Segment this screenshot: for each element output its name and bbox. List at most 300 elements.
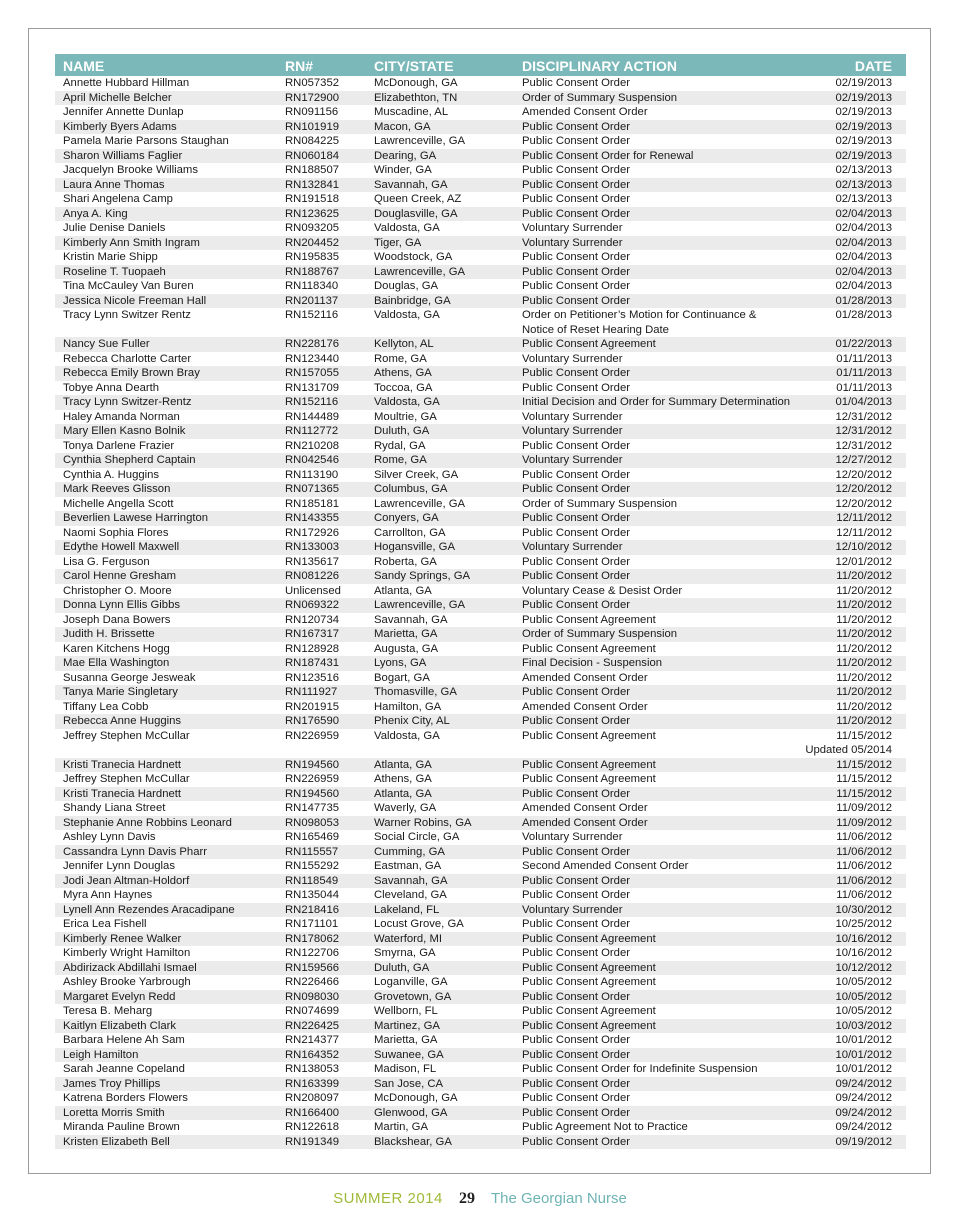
action-date xyxy=(835,932,892,947)
date-line: 12/20/2012 xyxy=(835,497,892,510)
nurse-name: Laura Anne Thomas xyxy=(63,178,165,191)
disciplinary-action xyxy=(522,540,622,555)
city-state: Athens, GA xyxy=(374,367,432,379)
table-row xyxy=(55,105,906,120)
action-date xyxy=(835,439,892,454)
disciplinary-action xyxy=(522,569,630,584)
nurse-name: Tracy Lynn Switzer-Rentz xyxy=(63,396,192,408)
city-state: Lawrenceville, GA xyxy=(374,135,466,147)
rn-number: RN113190 xyxy=(285,468,339,481)
action-line: Public Consent Order xyxy=(522,874,630,887)
rn-number: RN131709 xyxy=(285,381,340,394)
city-state: Suwanee, GA xyxy=(374,1048,444,1061)
disciplinary-table xyxy=(55,54,906,1149)
nurse-name: Kimberly Byers Adams xyxy=(63,120,177,133)
city-state: Glenwood, GA xyxy=(374,1106,448,1119)
table-row xyxy=(55,236,906,251)
city-state: Warner Robins, GA xyxy=(374,816,472,829)
table-row xyxy=(55,526,906,541)
disciplinary-action xyxy=(522,1120,688,1135)
disciplinary-action xyxy=(522,656,662,671)
nurse-name: Rebecca Charlotte Carter xyxy=(63,352,192,365)
action-line: Public Consent Order xyxy=(522,555,630,568)
action-date xyxy=(836,845,892,860)
nurse-name: Sharon Williams Faglier xyxy=(63,149,183,162)
action-date xyxy=(836,598,892,613)
action-line: Amended Consent Order xyxy=(522,106,648,118)
action-line: Order on Petitioner’s Motion for Continuance & xyxy=(522,309,757,321)
action-line: Voluntary Cease & Desist Order xyxy=(522,584,683,597)
table-row xyxy=(55,946,906,961)
city-state: Macon, GA xyxy=(374,120,431,133)
action-date xyxy=(836,627,892,642)
table-row xyxy=(55,700,906,715)
action-line: Voluntary Surrender xyxy=(522,222,623,234)
action-date xyxy=(835,497,892,512)
table-row xyxy=(55,540,906,555)
date-line: 02/19/2013 xyxy=(835,77,892,89)
table-row xyxy=(55,149,906,164)
disciplinary-action xyxy=(522,76,630,91)
nurse-name: Shari Angelena Camp xyxy=(63,193,173,205)
disciplinary-action xyxy=(522,758,656,773)
disciplinary-action xyxy=(522,1033,630,1048)
nurse-name: Ashley Lynn Davis xyxy=(63,831,156,843)
table-row xyxy=(55,830,906,845)
table-row xyxy=(55,424,906,439)
date-line: 11/06/2012 xyxy=(836,874,892,887)
nurse-name: Jodi Jean Altman-Holdorf xyxy=(63,874,190,887)
action-line: Order of Summary Suspension xyxy=(522,497,678,510)
disciplinary-action xyxy=(522,1004,656,1019)
table-row xyxy=(55,250,906,265)
action-date xyxy=(835,917,892,932)
nurse-name: Lisa G. Ferguson xyxy=(63,555,150,568)
table-row xyxy=(55,366,906,381)
disciplinary-action xyxy=(522,975,656,990)
nurse-name: Myra Ann Haynes xyxy=(63,889,153,901)
city-state: Waterford, MI xyxy=(374,932,443,945)
nurse-name: Kimberly Ann Smith Ingram xyxy=(63,236,200,249)
rn-number: Unlicensed xyxy=(285,584,341,597)
table-row xyxy=(55,134,906,149)
action-date xyxy=(836,642,892,657)
nurse-name: Ashley Brooke Yarbrough xyxy=(63,976,191,988)
date-line: 09/24/2012 xyxy=(835,1077,892,1090)
city-state: Moultrie, GA xyxy=(374,410,437,423)
city-state: Douglasville, GA xyxy=(374,207,458,220)
action-date xyxy=(835,482,892,497)
nurse-name: Anya A. King xyxy=(63,207,128,220)
rn-number: RN210208 xyxy=(285,439,340,452)
nurse-name: Nancy Sue Fuller xyxy=(63,338,150,350)
nurse-name: Pamela Marie Parsons Staughan xyxy=(63,135,229,147)
footer-page-number: 29 xyxy=(459,1190,476,1207)
date-line: 11/20/2012 xyxy=(836,628,892,640)
date-line: 11/20/2012 xyxy=(836,570,892,582)
date-line: 10/03/2012 xyxy=(835,1019,892,1032)
header-action: DISCIPLINARY ACTION xyxy=(522,58,678,74)
nurse-name: Kristen Elizabeth Bell xyxy=(63,1135,170,1148)
disciplinary-action xyxy=(522,816,648,831)
action-line: Public Consent Order xyxy=(522,1048,630,1061)
rn-number: RN171101 xyxy=(285,918,339,930)
action-date xyxy=(835,961,892,976)
table-row xyxy=(55,656,906,671)
disciplinary-action xyxy=(522,598,630,613)
action-line: Public Consent Order xyxy=(522,77,630,89)
action-line: Public Agreement Not to Practice xyxy=(522,1121,688,1133)
city-state: Elizabethton, TN xyxy=(374,91,458,104)
action-date xyxy=(836,613,892,628)
action-line: Public Consent Agreement xyxy=(522,932,656,945)
city-state: Blackshear, GA xyxy=(374,1135,452,1148)
table-row xyxy=(55,961,906,976)
disciplinary-action xyxy=(522,1077,630,1092)
date-line: 01/28/2013 xyxy=(835,294,892,307)
table-row xyxy=(55,395,906,410)
action-date xyxy=(836,685,892,700)
date-line: 12/01/2012 xyxy=(835,555,892,568)
table-row xyxy=(55,511,906,526)
nurse-name: Naomi Sophia Flores xyxy=(63,526,169,539)
rn-number: RN112772 xyxy=(285,425,339,437)
city-state: Atlanta, GA xyxy=(374,758,432,771)
date-line: 10/12/2012 xyxy=(835,961,892,974)
action-date xyxy=(835,1077,892,1092)
date-line: 11/20/2012 xyxy=(836,657,892,669)
action-line: Public Consent Agreement xyxy=(522,613,656,626)
nurse-name: Jeffrey Stephen McCullar xyxy=(63,773,190,785)
action-date xyxy=(835,192,892,207)
disciplinary-action xyxy=(522,526,630,541)
city-state: Hamilton, GA xyxy=(374,700,442,713)
disciplinary-action xyxy=(522,395,790,410)
city-state: Savannah, GA xyxy=(374,874,448,887)
action-line: Amended Consent Order xyxy=(522,671,648,684)
action-date xyxy=(835,236,892,251)
table-row xyxy=(55,816,906,831)
date-line: 02/13/2013 xyxy=(835,193,892,205)
action-line: Public Consent Order xyxy=(522,1106,630,1119)
nurse-name: Abdirizack Abdillahi Ismael xyxy=(63,961,197,974)
disciplinary-action xyxy=(522,337,656,352)
table-row xyxy=(55,1048,906,1063)
action-line: Public Consent Order xyxy=(522,468,630,481)
nurse-name: Tiffany Lea Cobb xyxy=(63,700,149,713)
disciplinary-action xyxy=(522,279,630,294)
rn-number: RN176590 xyxy=(285,715,340,727)
city-state: Valdosta, GA xyxy=(374,222,440,234)
rn-number: RN093205 xyxy=(285,222,340,234)
city-state: Bainbridge, GA xyxy=(374,294,451,307)
date-line: 12/20/2012 xyxy=(835,468,892,481)
disciplinary-action xyxy=(522,120,630,135)
table-row xyxy=(55,613,906,628)
table-row xyxy=(55,569,906,584)
date-line: 02/04/2013 xyxy=(835,265,892,278)
table-row xyxy=(55,642,906,657)
date-line: 11/20/2012 xyxy=(836,613,892,626)
rn-number: RN135044 xyxy=(285,889,340,901)
action-date xyxy=(836,874,892,889)
rn-number: RN226466 xyxy=(285,976,340,988)
table-row xyxy=(55,120,906,135)
action-line: Voluntary Surrender xyxy=(522,454,623,466)
rn-number: RN188767 xyxy=(285,265,340,278)
action-line: Amended Consent Order xyxy=(522,802,648,814)
rn-number: RN226959 xyxy=(285,729,340,742)
action-date xyxy=(835,1120,892,1135)
nurse-name: Mae Ella Washington xyxy=(63,657,170,669)
rn-number: RN132841 xyxy=(285,178,340,191)
action-line: Public Consent Order xyxy=(522,845,630,858)
date-line: 01/11/2013 xyxy=(836,367,892,379)
date-line: 11/06/2012 xyxy=(836,831,892,843)
date-line: Updated 05/2014 xyxy=(805,744,892,756)
rn-number: RN194560 xyxy=(285,787,340,800)
nurse-name: Kimberly Wright Hamilton xyxy=(63,947,191,959)
action-line: Voluntary Surrender xyxy=(522,352,623,365)
date-line: 02/19/2013 xyxy=(835,120,892,133)
disciplinary-action xyxy=(522,1091,630,1106)
table-row xyxy=(55,729,906,758)
nurse-name: Rebecca Emily Brown Bray xyxy=(63,367,200,379)
action-date xyxy=(835,540,892,555)
date-line: 09/19/2012 xyxy=(835,1135,892,1148)
rn-number: RN122618 xyxy=(285,1121,340,1133)
date-line: 09/24/2012 xyxy=(835,1092,892,1104)
action-date xyxy=(836,569,892,584)
action-line: Public Consent Order xyxy=(522,251,630,263)
disciplinary-action xyxy=(522,903,622,918)
date-line: 01/11/2013 xyxy=(836,352,892,365)
table-row xyxy=(55,1091,906,1106)
action-date xyxy=(836,671,892,686)
city-state: Kellyton, AL xyxy=(374,338,434,350)
nurse-name: Lynell Ann Rezendes Aracadipane xyxy=(63,903,235,916)
action-line: Public Consent Agreement xyxy=(522,1005,656,1017)
table-header xyxy=(55,54,906,76)
date-line: 01/04/2013 xyxy=(835,396,892,408)
date-line: 12/31/2012 xyxy=(835,439,892,452)
date-line: 01/28/2013 xyxy=(835,309,892,321)
page-footer xyxy=(0,1190,960,1208)
nurse-name: Miranda Pauline Brown xyxy=(63,1121,180,1133)
date-line: 02/04/2013 xyxy=(835,207,892,220)
city-state: Social Circle, GA xyxy=(374,831,460,843)
nurse-name: Christopher O. Moore xyxy=(63,584,172,597)
action-line: Public Consent Agreement xyxy=(522,1019,656,1032)
table-row xyxy=(55,308,906,337)
nurse-name: Donna Lynn Ellis Gibbs xyxy=(63,599,181,611)
rn-number: RN147735 xyxy=(285,802,340,814)
date-line: 02/19/2013 xyxy=(835,149,892,162)
action-line: Public Consent Order xyxy=(522,947,630,959)
nurse-name: Jessica Nicole Freeman Hall xyxy=(63,294,207,307)
nurse-name: Julie Denise Daniels xyxy=(63,222,166,234)
nurse-name: April Michelle Belcher xyxy=(63,91,172,104)
action-line: Order of Summary Suspension xyxy=(522,91,678,104)
city-state: Lawrenceville, GA xyxy=(374,497,466,510)
action-line: Initial Decision and Order for Summary Determination xyxy=(522,396,791,408)
date-line: 02/04/2013 xyxy=(835,251,892,263)
table-row xyxy=(55,671,906,686)
rn-number: RN123440 xyxy=(285,352,340,365)
disciplinary-action xyxy=(522,236,622,251)
action-date xyxy=(835,265,892,280)
disciplinary-action xyxy=(522,642,656,657)
disciplinary-action xyxy=(522,1048,630,1063)
action-date xyxy=(835,975,892,990)
disciplinary-action xyxy=(522,932,656,947)
date-line: 12/31/2012 xyxy=(835,425,892,437)
date-line: 11/06/2012 xyxy=(836,845,892,858)
date-line: 10/16/2012 xyxy=(835,932,892,945)
city-state: Conyers, GA xyxy=(374,512,439,524)
table-row xyxy=(55,482,906,497)
city-state: San Jose, CA xyxy=(374,1077,444,1090)
action-line: Voluntary Surrender xyxy=(522,236,623,249)
action-date xyxy=(836,801,892,816)
action-line: Public Consent Order xyxy=(522,990,630,1003)
nurse-name: Tobye Anna Dearth xyxy=(63,381,160,394)
city-state: Thomasville, GA xyxy=(374,686,457,698)
action-line: Public Consent Order xyxy=(522,512,630,524)
disciplinary-action xyxy=(522,714,630,729)
action-line: Public Consent Agreement xyxy=(522,338,656,350)
city-state: Carrollton, GA xyxy=(374,526,446,539)
action-date xyxy=(836,511,892,526)
disciplinary-action xyxy=(522,1019,656,1034)
rn-number: RN084225 xyxy=(285,135,340,147)
action-line: Public Consent Order xyxy=(522,120,630,133)
table-row xyxy=(55,265,906,280)
action-date xyxy=(835,453,892,468)
disciplinary-action xyxy=(522,381,630,396)
disciplinary-action xyxy=(522,207,630,222)
rn-number: RN122706 xyxy=(285,947,340,959)
disciplinary-action xyxy=(522,149,693,164)
header-rn: RN# xyxy=(285,58,314,74)
city-state: Augusta, GA xyxy=(374,642,439,655)
disciplinary-action xyxy=(522,787,630,802)
city-state: Valdosta, GA xyxy=(374,396,440,408)
disciplinary-action xyxy=(522,845,630,860)
nurse-name: Susanna George Jesweak xyxy=(63,671,196,684)
action-line: Amended Consent Order xyxy=(522,816,648,829)
nurse-name: Stephanie Anne Robbins Leonard xyxy=(63,816,232,829)
nurse-name: Tanya Marie Singletary xyxy=(63,686,178,698)
action-date xyxy=(835,178,892,193)
action-line: Public Consent Order xyxy=(522,570,630,582)
table-row xyxy=(55,192,906,207)
nurse-name: Judith H. Brissette xyxy=(63,628,155,640)
rn-number: RN111927 xyxy=(285,686,338,698)
city-state: Eastman, GA xyxy=(374,860,442,872)
rn-number: RN159566 xyxy=(285,961,340,974)
action-date xyxy=(835,163,892,178)
rn-number: RN152116 xyxy=(285,309,339,321)
rn-number: RN191349 xyxy=(285,1135,340,1148)
rn-number: RN201137 xyxy=(285,294,339,307)
action-line: Public Consent Order xyxy=(522,686,630,698)
action-line: Public Consent Order for Renewal xyxy=(522,149,694,162)
nurse-name: Beverlien Lawese Harrington xyxy=(63,512,209,524)
action-line: Voluntary Surrender xyxy=(522,831,623,843)
disciplinary-action xyxy=(522,917,630,932)
disciplinary-action xyxy=(522,700,648,715)
action-date xyxy=(836,656,892,671)
rn-number: RN172900 xyxy=(285,91,340,104)
action-date xyxy=(835,207,892,222)
action-date xyxy=(836,584,892,599)
disciplinary-action xyxy=(522,439,630,454)
rn-number: RN157055 xyxy=(285,367,340,379)
disciplinary-action xyxy=(522,192,630,207)
table-row xyxy=(55,990,906,1005)
city-state: Cleveland, GA xyxy=(374,889,447,901)
table-row xyxy=(55,221,906,236)
nurse-name: Cynthia Shepherd Captain xyxy=(63,454,196,466)
table-row xyxy=(55,888,906,903)
date-line: 02/13/2013 xyxy=(835,164,892,176)
action-date xyxy=(836,787,892,802)
date-line: 02/04/2013 xyxy=(835,280,892,292)
action-line: Public Consent Agreement xyxy=(522,976,656,988)
date-line: 10/01/2012 xyxy=(835,1048,892,1061)
rn-number: RN069322 xyxy=(285,599,340,611)
table-row xyxy=(55,410,906,425)
rn-number: RN042546 xyxy=(285,454,340,466)
action-date xyxy=(835,337,892,352)
city-state: McDonough, GA xyxy=(374,1092,458,1104)
action-line: Public Consent Order xyxy=(522,265,630,278)
disciplinary-action xyxy=(522,888,630,903)
nurse-name: Edythe Howell Maxwell xyxy=(63,541,180,553)
table-row xyxy=(55,381,906,396)
action-line: Voluntary Surrender xyxy=(522,541,623,553)
action-line: Public Consent Order xyxy=(522,526,630,539)
date-line: 10/01/2012 xyxy=(835,1063,892,1075)
nurse-name: Joseph Dana Bowers xyxy=(63,613,171,626)
action-line: Public Consent Order xyxy=(522,889,630,901)
table-row xyxy=(55,91,906,106)
date-line: 09/24/2012 xyxy=(835,1106,892,1119)
city-state: Athens, GA xyxy=(374,773,432,785)
nurse-name: Loretta Morris Smith xyxy=(63,1106,165,1119)
action-date xyxy=(805,729,892,758)
header-name: NAME xyxy=(63,58,105,74)
nurse-name: Kristi Tranecia Hardnett xyxy=(63,758,182,771)
disciplinary-action xyxy=(522,685,630,700)
action-line: Voluntary Surrender xyxy=(522,410,623,423)
city-state: Rome, GA xyxy=(374,454,427,466)
rn-number: RN098030 xyxy=(285,990,340,1003)
rn-number: RN188507 xyxy=(285,164,340,176)
action-line: Public Consent Order xyxy=(522,193,630,205)
date-line: 12/20/2012 xyxy=(835,483,892,495)
date-line: 11/20/2012 xyxy=(836,642,892,655)
rn-number: RN128928 xyxy=(285,642,340,655)
nurse-name: Karen Kitchens Hogg xyxy=(63,642,170,655)
table-row xyxy=(55,845,906,860)
rn-number: RN118340 xyxy=(285,280,339,292)
disciplinary-action xyxy=(522,308,756,337)
disciplinary-action xyxy=(522,352,622,367)
rn-number: RN138053 xyxy=(285,1063,340,1075)
table-row xyxy=(55,874,906,889)
